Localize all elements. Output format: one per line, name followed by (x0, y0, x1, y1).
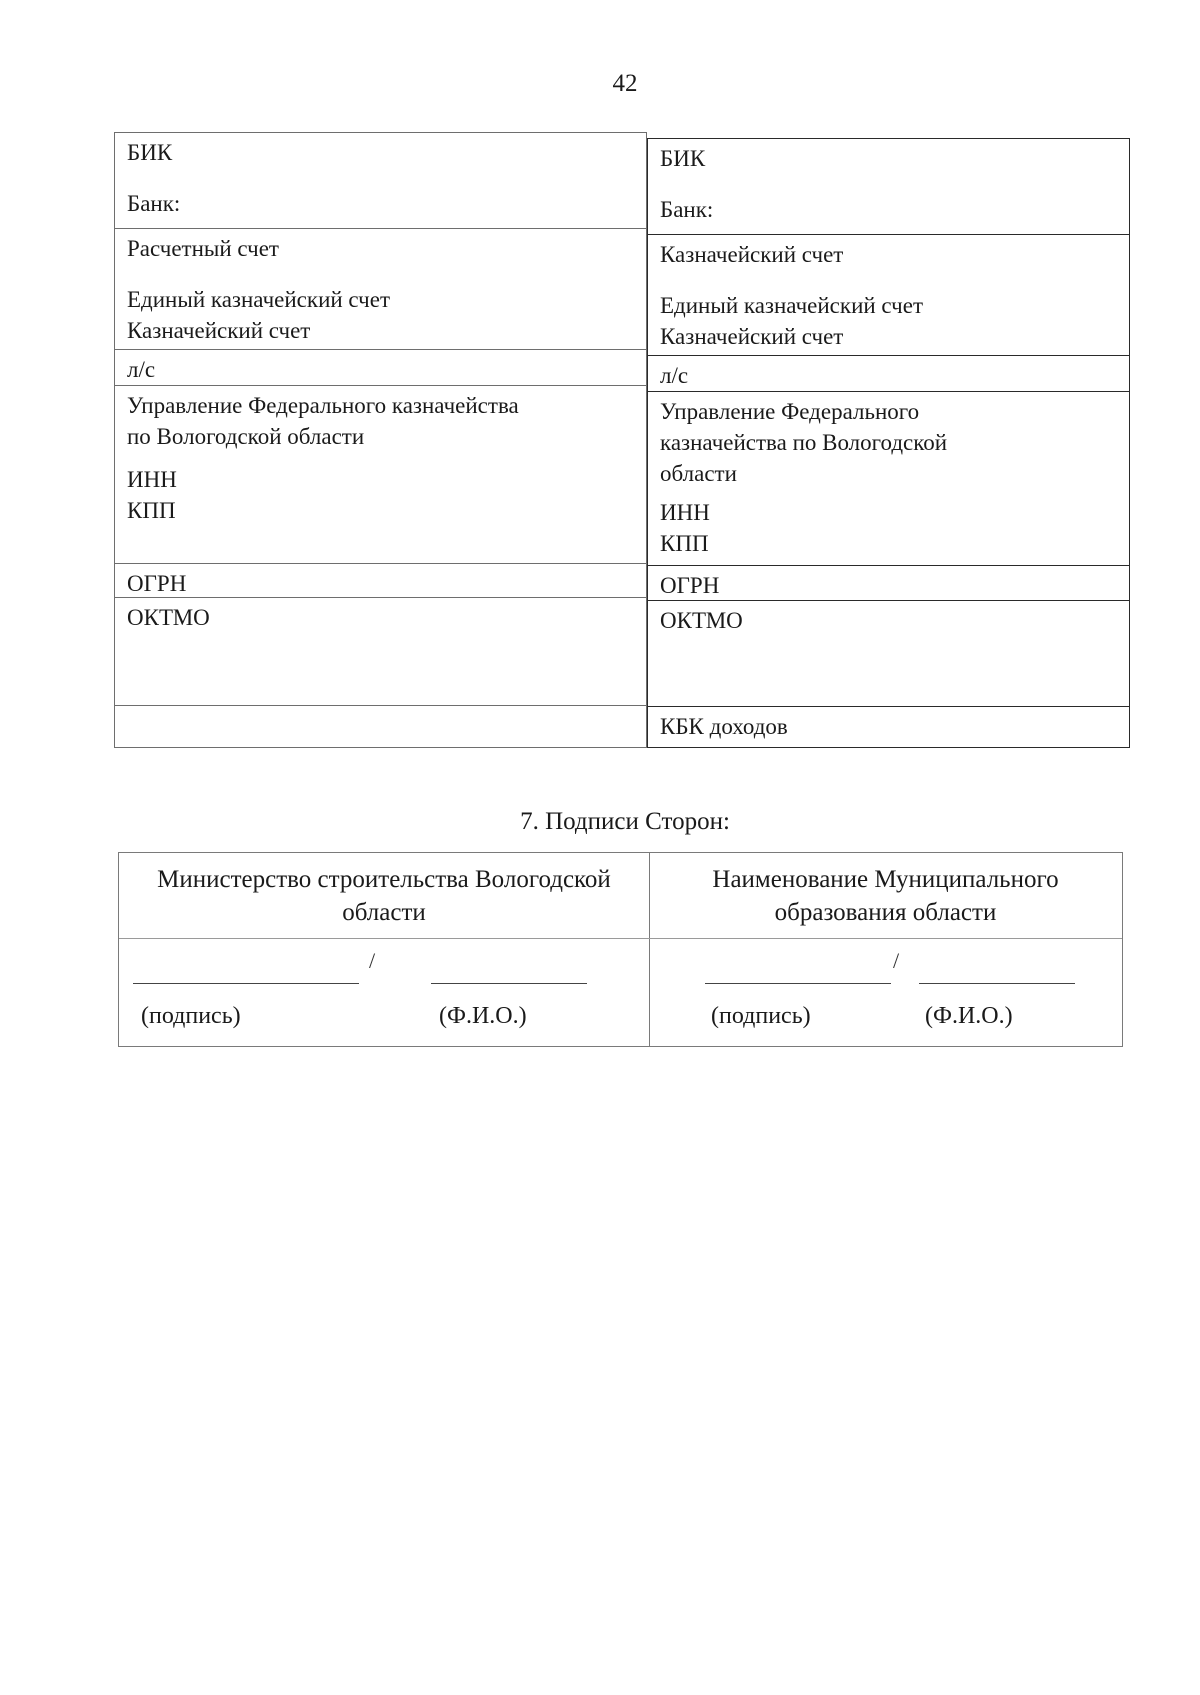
name-caption-left: (Ф.И.О.) (439, 1003, 527, 1029)
signatures-table (118, 852, 1123, 1047)
treasury-account-label: Казначейский счет (660, 324, 844, 349)
row-divider (119, 938, 1122, 939)
treasury-office-cell (647, 391, 1130, 566)
ogrn-label: ОГРН (127, 571, 187, 596)
personal-account-label: л/с (660, 363, 689, 388)
bank-label: Банк: (660, 197, 714, 222)
signatures-title: 7. Подписи Сторон: (520, 808, 730, 835)
bik-label: БИК (660, 146, 706, 171)
name-line-right (919, 983, 1075, 984)
oktmo-cell (647, 600, 1130, 707)
treasury-office-line-1: Управление Федерального (660, 399, 920, 424)
inn-label: ИНН (660, 500, 710, 525)
single-treasury-account-label: Единый казначейский счет (127, 287, 391, 312)
personal-account-label: л/с (127, 357, 156, 382)
single-treasury-account-label: Единый казначейский счет (660, 293, 924, 318)
signature-caption-right: (подпись) (711, 1003, 811, 1029)
oktmo-cell (114, 597, 647, 706)
requisites-column-left (114, 132, 647, 748)
kpp-label: КПП (127, 498, 176, 523)
personal-account-cell (647, 355, 1130, 392)
inn-label: ИНН (127, 467, 177, 492)
ogrn-label: ОГРН (660, 573, 720, 598)
slash-left: / (369, 948, 376, 973)
treasury-account-label: Казначейский счет (127, 318, 311, 343)
oktmo-label: ОКТМО (127, 605, 210, 630)
bank-cell (647, 138, 1130, 235)
party-right-line-2: образования области (774, 899, 997, 926)
signature-line-left (133, 983, 359, 984)
party-left (119, 863, 649, 929)
accounts-cell (647, 234, 1130, 356)
bank-label: Банк: (127, 191, 181, 216)
slash-right: / (893, 948, 900, 973)
signature-caption-left: (подпись) (141, 1003, 241, 1029)
settlement-account-label: Расчетный счет (127, 236, 279, 261)
personal-account-cell (114, 349, 647, 386)
treasury-office-line-3: области (660, 461, 737, 486)
name-caption-right: (Ф.И.О.) (925, 1003, 1013, 1029)
treasury-account-head-label: Казначейский счет (660, 242, 844, 267)
kbk-label: КБК доходов (660, 714, 788, 739)
party-left-line-1: Министерство строительства Вологодской (157, 866, 611, 893)
party-right (649, 863, 1122, 929)
kbk-cell (647, 706, 1130, 748)
requisites-table (114, 132, 1130, 748)
ogrn-cell (647, 565, 1130, 601)
name-line-left (431, 983, 587, 984)
kbk-cell-empty (114, 705, 647, 748)
kpp-label: КПП (660, 531, 709, 556)
party-right-line-1: Наименование Муниципального (712, 866, 1059, 893)
page-number: 42 (612, 70, 638, 97)
treasury-office-line-1: Управление Федерального казначейства (127, 393, 519, 418)
bank-cell (114, 132, 647, 229)
treasury-office-line-2: по Вологодской области (127, 424, 365, 449)
treasury-office-line-2: казначейства по Вологодской (660, 430, 948, 455)
accounts-cell (114, 228, 647, 350)
treasury-office-cell (114, 385, 647, 564)
oktmo-label: ОКТМО (660, 608, 743, 633)
party-left-line-2: области (342, 899, 426, 926)
signature-line-right (705, 983, 891, 984)
requisites-column-right (647, 132, 1130, 748)
ogrn-cell (114, 563, 647, 598)
bik-label: БИК (127, 140, 173, 165)
